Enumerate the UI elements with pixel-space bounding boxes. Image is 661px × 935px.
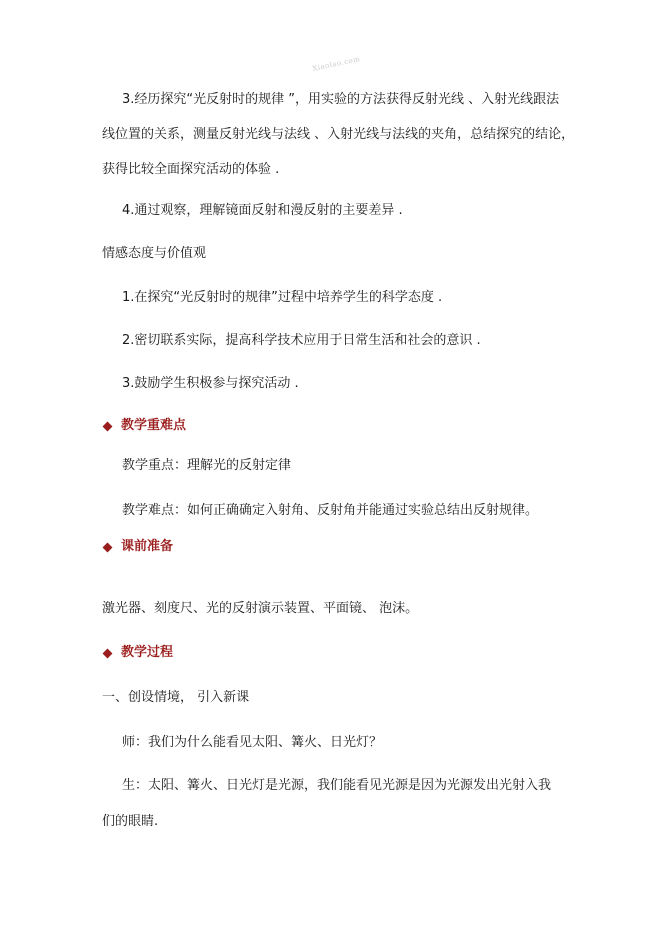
goal-item-3-line-2: 线位置的关系，测量反射光线与法线 、入射光线与法线的夹角，总结探究的结论， — [102, 127, 575, 142]
attitude-section-title: 情感态度与价值观 — [102, 246, 207, 261]
student-answer-line-1: 生：太阳、篝火、日光灯是光源，我们能看见光源是因为光源发出光射入我 — [122, 778, 552, 793]
attitude-item-1: 1.在探究“光反射时的规律”过程中培养学生的科学态度 . — [122, 290, 443, 305]
process-section-1-title: 一、创设情境， 引入新课 — [102, 690, 250, 705]
watermark: Xiaolao.com — [311, 55, 361, 73]
student-answer-line-2: 们的眼睛. — [102, 814, 159, 829]
preparation-heading-label: 课前准备 — [121, 539, 174, 554]
preparation-materials: 激光器、刻度尺、光的反射演示装置、平面镜、 泡沫。 — [102, 601, 419, 616]
process-heading — [102, 645, 173, 661]
preparation-heading — [102, 539, 173, 555]
diamond-bullet-icon — [103, 421, 113, 431]
attitude-item-3: 3.鼓励学生积极参与探究活动 . — [122, 376, 299, 391]
process-heading-label: 教学过程 — [121, 645, 174, 660]
diamond-bullet-icon — [103, 648, 113, 658]
goal-item-3-line-1: 3.经历探究“光反射时的规律 ”，用实验的方法获得反射光线 、入射光线跟法 — [122, 92, 560, 107]
teacher-question: 师：我们为什么能看见太阳、篝火、日光灯？ — [122, 735, 383, 750]
goal-item-4: 4.通过观察，理解镜面反射和漫反射的主要差异 . — [122, 203, 403, 218]
teaching-focus: 教学重点：理解光的反射定律 — [122, 458, 292, 473]
teaching-difficulty: 教学难点：如何正确确定入射角、反射角并能通过实验总结出反射规律。 — [122, 503, 539, 518]
key-points-heading-label: 教学重难点 — [121, 418, 187, 433]
attitude-item-2: 2.密切联系实际，提高科学技术应用于日常生活和社会的意识 . — [122, 333, 481, 348]
diamond-bullet-icon — [103, 542, 113, 552]
goal-item-3-line-3: 获得比较全面探究活动的体验 . — [102, 162, 280, 177]
key-points-heading — [102, 418, 186, 434]
